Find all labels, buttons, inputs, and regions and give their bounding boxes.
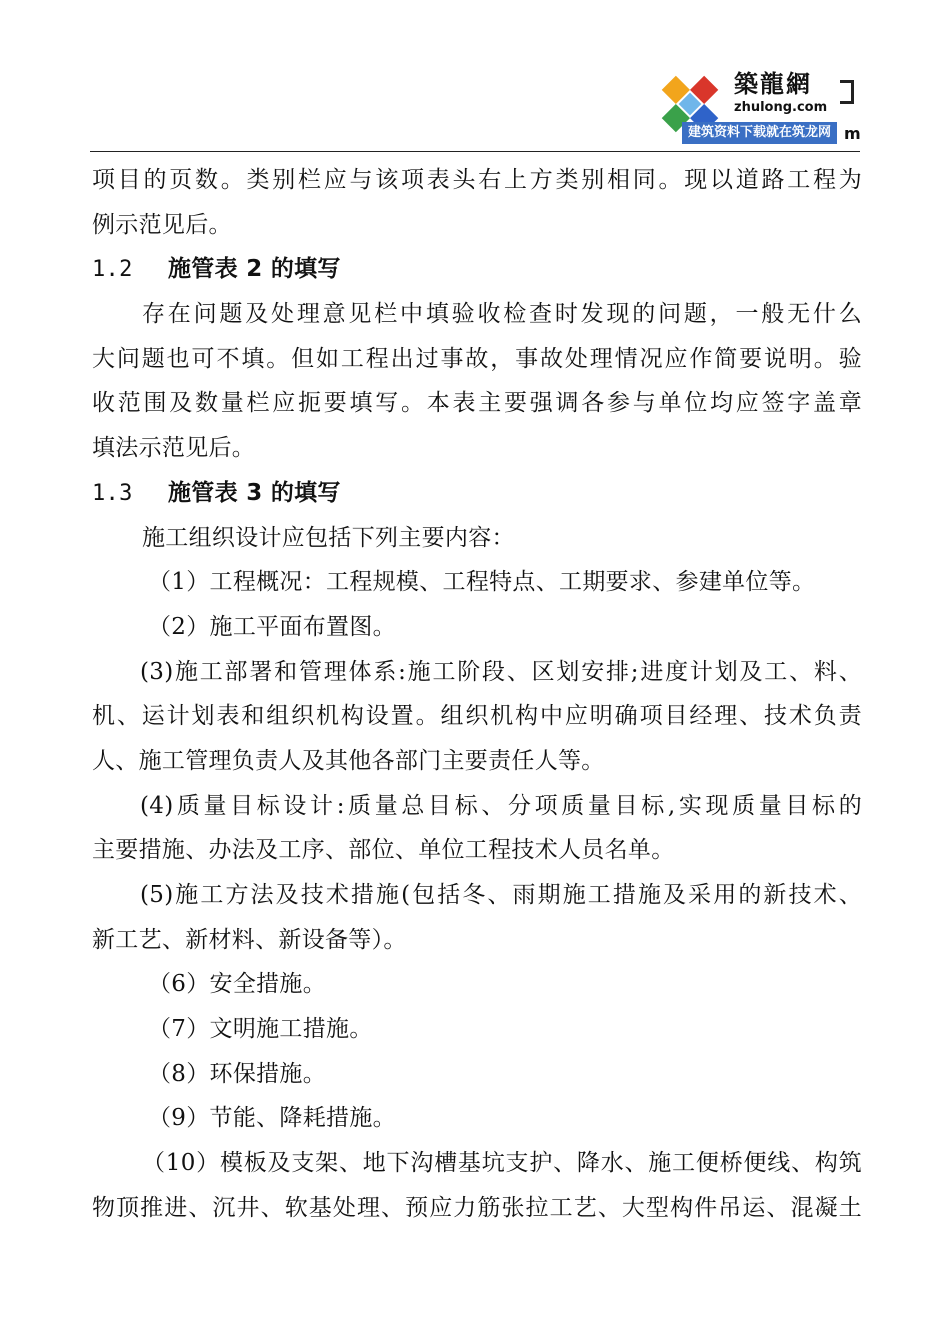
section-title: 施管表 3 的填写 (168, 479, 341, 506)
list-item: (3)施工部署和管理体系:施工阶段、区划安排;进度计划及工、料、 (140, 658, 862, 685)
list-item: （2）施工平面布置图。 (148, 613, 396, 640)
page-header (90, 56, 860, 152)
section-heading (92, 247, 862, 292)
logo-title-ext (840, 80, 854, 104)
paragraph-line: 收范围及数量栏应扼要填写。本表主要强调各参与单位均应签字盖章 (92, 390, 862, 417)
list-item: （1）工程概况：工程规模、工程特点、工期要求、参建单位等。 (148, 569, 816, 596)
list-item: (5)施工方法及技术措施(包括冬、雨期施工措施及采用的新技术、 (140, 882, 862, 908)
list-item: （10）模板及支架、地下沟槽基坑支护、降水、施工便桥便线、构筑 (142, 1150, 862, 1177)
paragraph-line: 主要措施、办法及工序、部位、单位工程技术人员名单。 (92, 837, 675, 864)
section-title: 施管表 2 的填写 (168, 256, 341, 283)
paragraph-line: 人、施工管理负责人及其他各部门主要责任人等。 (92, 747, 605, 774)
zhulong-logo[interactable] (648, 60, 860, 144)
list-item: （7）文明施工措施。 (148, 1016, 373, 1043)
paragraph-line: 机、运计划表和组织机构设置。组织机构中应明确项目经理、技术负责 (92, 703, 862, 730)
list-item: (4)质量目标设计:质量总目标、分项质量目标,实现质量目标的 (140, 792, 862, 819)
paragraph-line: 填法示范见后。 (92, 435, 256, 462)
list-item: （8）环保措施。 (148, 1060, 327, 1087)
section-heading (92, 471, 862, 516)
logo-domain: zhulong.com (734, 100, 828, 115)
list-item: （9）节能、降耗措施。 (148, 1105, 396, 1132)
paragraph-line: 例示范见后。 (92, 211, 232, 238)
paragraph-line: 新工艺、新材料、新设备等）。 (92, 926, 407, 953)
logo-title: 築龍網 (734, 70, 812, 98)
header-rule (90, 151, 860, 152)
section-number: 1.2 (92, 257, 133, 283)
paragraph-line: 物顶推进、沉井、软基处理、预应力筋张拉工艺、大型构件吊运、混凝土 (92, 1194, 862, 1221)
paragraph-line: 施工组织设计应包括下列主要内容： (142, 524, 515, 551)
section-number: 1.3 (92, 480, 133, 506)
logo-tagline-tail: m (844, 124, 861, 143)
document-body (92, 158, 862, 1231)
list-item: （6）安全措施。 (148, 971, 327, 998)
paragraph-line: 大问题也可不填。但如工程出过事故，事故处理情况应作简要说明。验 (92, 345, 862, 372)
logo-tagline: 建筑资料下载就在筑龙网 (682, 122, 837, 144)
paragraph-line: 项目的页数。类别栏应与该项表头右上方类别相同。现以道路工程为 (92, 167, 862, 193)
paragraph-line: 存在问题及处理意见栏中填验收检查时发现的问题，一般无什么 (142, 301, 862, 328)
